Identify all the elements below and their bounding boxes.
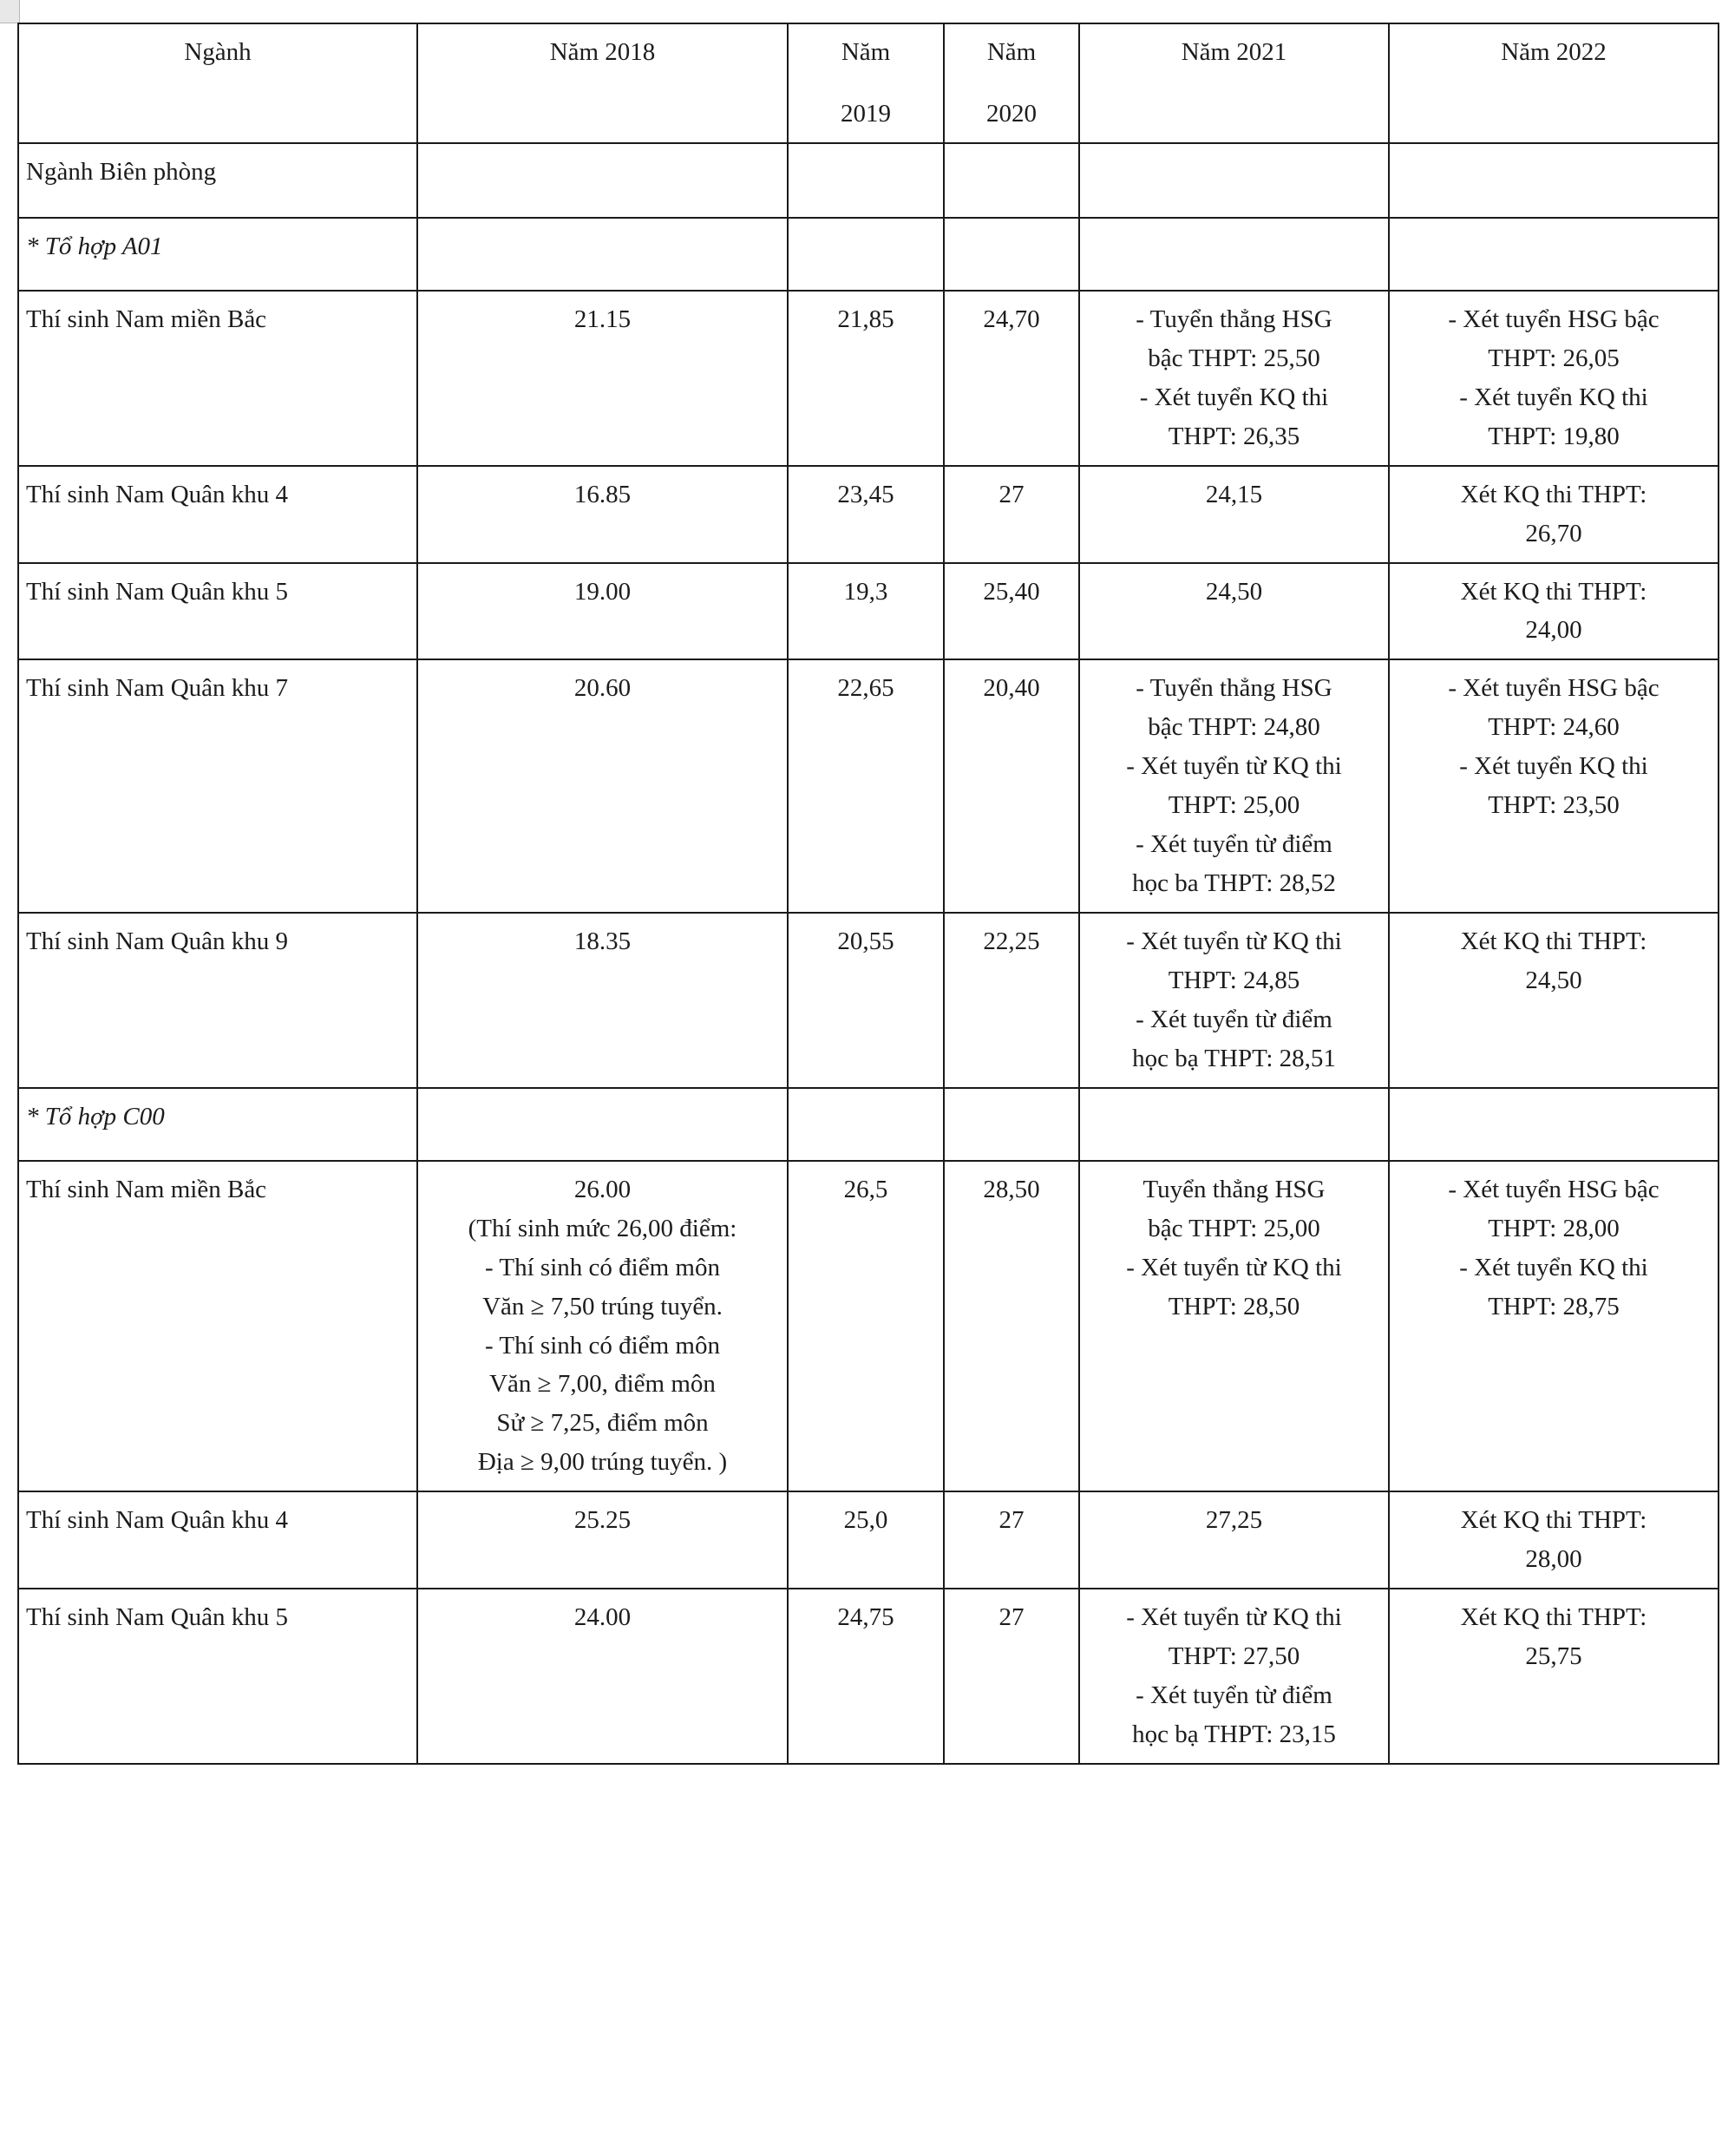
cell-line: 19,3 bbox=[843, 577, 888, 606]
column-header-nam-2018 bbox=[417, 23, 788, 143]
cell-table-row-to-hop-a01-nam-2021 bbox=[1079, 218, 1389, 291]
cell-line: Tuyển thẳng HSG bbox=[1142, 1175, 1326, 1203]
cell-table-row-to-hop-a01-nam-2019 bbox=[788, 218, 944, 291]
cell-table-row-nam-quan-khu-4-c00-nam-2018 bbox=[417, 1491, 788, 1589]
cell-table-row-nam-quan-khu-9-a01-nam-2020 bbox=[944, 913, 1079, 1088]
cell-table-row-nam-quan-khu-5-a01-nam-2020 bbox=[944, 563, 1079, 660]
cell-table-row-nam-quan-khu-5-a01-nam-2021 bbox=[1079, 563, 1389, 660]
cell-table-row-nam-mien-bac-c00-nam-2020 bbox=[944, 1161, 1079, 1492]
cell-line: 26.00 bbox=[573, 1175, 632, 1203]
cell-table-row-nam-quan-khu-5-a01-nam-2022 bbox=[1389, 563, 1719, 660]
cell-line: - Thí sinh có điểm môn bbox=[485, 1253, 720, 1281]
column-header-nganh-line-1: Ngành bbox=[184, 38, 252, 66]
cell-line: - Thí sinh có điểm môn bbox=[485, 1331, 720, 1360]
cell-table-row-nam-quan-khu-5-a01-nam-2019 bbox=[788, 563, 944, 660]
cell-line: 24,00 bbox=[1525, 616, 1582, 645]
cell-line: THPT: 28,50 bbox=[1168, 1292, 1300, 1320]
cell-line: * Tổ hợp C00 bbox=[26, 1102, 165, 1130]
cell-table-row-nam-quan-khu-7-a01-nganh bbox=[18, 659, 417, 913]
cell-line: - Xét tuyển từ điểm bbox=[1136, 1005, 1332, 1033]
cell-line: Thí sinh Nam miền Bắc bbox=[26, 305, 267, 333]
cell-line: 24,50 bbox=[1525, 966, 1582, 994]
cell-table-row-to-hop-c00-nganh bbox=[18, 1088, 417, 1161]
cell-table-row-nam-mien-bac-c00-nganh bbox=[18, 1161, 417, 1492]
cell-line: - Xét tuyển HSG bậc bbox=[1448, 305, 1660, 333]
cell-line: * Tổ hợp A01 bbox=[26, 232, 163, 260]
cell-line: 21.15 bbox=[573, 305, 632, 333]
cell-table-row-nam-quan-khu-4-c00-nganh bbox=[18, 1491, 417, 1589]
cell-line: Sử ≥ 7,25, điểm môn bbox=[496, 1409, 709, 1438]
cell-line: bậc THPT: 25,00 bbox=[1148, 1214, 1320, 1242]
cell-table-row-nam-quan-khu-4-a01-nam-2020 bbox=[944, 466, 1079, 563]
cell-line: - Xét tuyển từ điểm bbox=[1136, 830, 1332, 859]
column-header-nam-2018-line-1: Năm 2018 bbox=[549, 38, 656, 66]
table-row-nganh-bien-phong bbox=[18, 143, 1719, 218]
cell-table-row-to-hop-c00-nam-2021 bbox=[1079, 1088, 1389, 1161]
cell-table-row-nganh-bien-phong-nganh bbox=[18, 143, 417, 218]
cell-table-row-nam-quan-khu-4-c00-nam-2019 bbox=[788, 1491, 944, 1589]
cell-table-row-nam-quan-khu-7-a01-nam-2021 bbox=[1079, 659, 1389, 913]
cell-table-row-to-hop-c00-nam-2018 bbox=[417, 1088, 788, 1161]
header-row bbox=[18, 23, 1719, 143]
cell-line: - Xét tuyển KQ thi bbox=[1459, 1253, 1648, 1281]
cell-line: THPT: 25,00 bbox=[1168, 791, 1300, 820]
admission-score-table bbox=[17, 23, 1719, 1765]
cell-line: học bạ THPT: 28,51 bbox=[1132, 1044, 1336, 1072]
cell-table-row-nam-quan-khu-9-a01-nam-2019 bbox=[788, 913, 944, 1088]
cell-line: 22,25 bbox=[983, 927, 1040, 955]
cell-table-row-nam-quan-khu-9-a01-nam-2018 bbox=[417, 913, 788, 1088]
cell-line: 26,5 bbox=[843, 1175, 888, 1203]
cell-line: THPT: 28,00 bbox=[1488, 1214, 1620, 1242]
cell-line: - Tuyển thẳng HSG bbox=[1136, 674, 1332, 703]
column-header-nam-2021-line-1: Năm 2021 bbox=[1181, 38, 1287, 66]
cell-line: THPT: 26,05 bbox=[1488, 344, 1620, 372]
cell-table-row-nam-quan-khu-4-a01-nam-2022 bbox=[1389, 466, 1719, 563]
cell-line: Thí sinh Nam Quân khu 7 bbox=[26, 674, 289, 703]
cell-line: Ngành Biên phòng bbox=[26, 157, 217, 186]
cell-line: 20,55 bbox=[837, 927, 894, 955]
cell-table-row-nam-quan-khu-9-a01-nam-2022 bbox=[1389, 913, 1719, 1088]
cell-table-row-nam-quan-khu-4-c00-nam-2022 bbox=[1389, 1491, 1719, 1589]
cell-table-row-nam-quan-khu-5-a01-nam-2018 bbox=[417, 563, 788, 660]
cell-line: - Xét tuyển từ KQ thi bbox=[1126, 752, 1342, 781]
cell-line: 27 bbox=[998, 1603, 1025, 1632]
cell-table-row-to-hop-a01-nam-2022 bbox=[1389, 218, 1719, 291]
cell-line: Địa ≥ 9,00 trúng tuyển. ) bbox=[477, 1448, 728, 1477]
cell-table-row-nam-mien-bac-a01-nam-2021 bbox=[1079, 291, 1389, 466]
cell-line: 18.35 bbox=[573, 927, 632, 955]
cell-table-row-nam-quan-khu-5-c00-nam-2020 bbox=[944, 1589, 1079, 1764]
cell-line: THPT: 24,85 bbox=[1168, 966, 1300, 994]
table-row-to-hop-a01 bbox=[18, 218, 1719, 291]
cell-table-row-nam-mien-bac-a01-nam-2019 bbox=[788, 291, 944, 466]
cell-line: - Xét tuyển KQ thi bbox=[1459, 383, 1648, 411]
table-row-nam-mien-bac-a01 bbox=[18, 291, 1719, 466]
table-row-nam-quan-khu-5-a01 bbox=[18, 563, 1719, 660]
cell-table-row-to-hop-c00-nam-2019 bbox=[788, 1088, 944, 1161]
cell-line: 25,0 bbox=[843, 1506, 888, 1535]
cell-line: 24,75 bbox=[837, 1603, 894, 1632]
cell-table-row-nganh-bien-phong-nam-2022 bbox=[1389, 143, 1719, 218]
cell-line: THPT: 28,75 bbox=[1488, 1292, 1620, 1320]
cell-table-row-nam-quan-khu-4-c00-nam-2021 bbox=[1079, 1491, 1389, 1589]
cell-line: Thí sinh Nam Quân khu 5 bbox=[26, 577, 289, 606]
cell-table-row-nam-mien-bac-a01-nam-2020 bbox=[944, 291, 1079, 466]
cell-line: Thí sinh Nam Quân khu 5 bbox=[26, 1603, 289, 1632]
column-header-nam-2021 bbox=[1079, 23, 1389, 143]
cell-table-row-nam-mien-bac-c00-nam-2021 bbox=[1079, 1161, 1389, 1492]
cell-table-row-to-hop-a01-nam-2018 bbox=[417, 218, 788, 291]
column-header-nam-2020-line-2: 2020 bbox=[986, 99, 1037, 128]
cell-line: 27 bbox=[998, 480, 1025, 508]
cell-table-row-to-hop-a01-nam-2020 bbox=[944, 218, 1079, 291]
cell-line: - Xét tuyển từ KQ thi bbox=[1126, 927, 1342, 955]
column-header-nganh bbox=[18, 23, 417, 143]
cell-table-row-nam-quan-khu-5-c00-nganh bbox=[18, 1589, 417, 1764]
cell-table-row-nganh-bien-phong-nam-2018 bbox=[417, 143, 788, 218]
cell-table-row-nam-mien-bac-a01-nam-2022 bbox=[1389, 291, 1719, 466]
cell-line: 21,85 bbox=[837, 305, 894, 333]
cell-line: Xét KQ thi THPT: bbox=[1460, 1603, 1647, 1632]
cell-table-row-nam-quan-khu-7-a01-nam-2022 bbox=[1389, 659, 1719, 913]
cell-line: Thí sinh Nam Quân khu 4 bbox=[26, 480, 289, 508]
cell-table-row-nam-quan-khu-4-c00-nam-2020 bbox=[944, 1491, 1079, 1589]
column-header-nam-2022 bbox=[1389, 23, 1719, 143]
cell-line: 19.00 bbox=[573, 577, 632, 606]
cell-line: 25,40 bbox=[983, 577, 1040, 606]
cell-table-row-nam-mien-bac-c00-nam-2018 bbox=[417, 1161, 788, 1492]
cell-line: Thí sinh Nam miền Bắc bbox=[26, 1175, 267, 1203]
table-row-nam-mien-bac-c00 bbox=[18, 1161, 1719, 1492]
table-header bbox=[18, 23, 1719, 143]
table-body bbox=[18, 143, 1719, 1764]
cell-table-row-nam-quan-khu-7-a01-nam-2019 bbox=[788, 659, 944, 913]
cell-line: 23,45 bbox=[837, 480, 894, 508]
cell-line: THPT: 23,50 bbox=[1488, 791, 1620, 820]
cell-line: Xét KQ thi THPT: bbox=[1460, 577, 1647, 606]
cell-line: - Xét tuyển từ điểm bbox=[1136, 1681, 1332, 1709]
cell-line: (Thí sinh mức 26,00 điểm: bbox=[468, 1214, 737, 1242]
cell-table-row-nam-quan-khu-5-c00-nam-2021 bbox=[1079, 1589, 1389, 1764]
cell-line: 25.25 bbox=[573, 1506, 632, 1535]
column-header-nam-2019-line-1: Năm bbox=[841, 38, 891, 66]
cell-line: Xét KQ thi THPT: bbox=[1460, 1506, 1647, 1535]
cell-line: học ba THPT: 28,52 bbox=[1132, 869, 1336, 898]
cell-table-row-nam-quan-khu-5-c00-nam-2022 bbox=[1389, 1589, 1719, 1764]
cell-table-row-nam-quan-khu-9-a01-nam-2021 bbox=[1079, 913, 1389, 1088]
cell-table-row-nam-mien-bac-c00-nam-2022 bbox=[1389, 1161, 1719, 1492]
cell-table-row-nam-quan-khu-5-c00-nam-2018 bbox=[417, 1589, 788, 1764]
cell-line: 20.60 bbox=[573, 674, 632, 703]
table-row-nam-quan-khu-7-a01 bbox=[18, 659, 1719, 913]
cell-table-row-nam-quan-khu-4-a01-nam-2019 bbox=[788, 466, 944, 563]
cell-line: 28,00 bbox=[1525, 1545, 1582, 1574]
table-row-nam-quan-khu-5-c00 bbox=[18, 1589, 1719, 1764]
cell-line: Xét KQ thi THPT: bbox=[1460, 480, 1647, 508]
cell-table-row-to-hop-a01-nganh bbox=[18, 218, 417, 291]
cell-line: 25,75 bbox=[1525, 1642, 1582, 1671]
cell-line: - Xét tuyển KQ thi bbox=[1139, 383, 1329, 411]
cell-table-row-nam-quan-khu-7-a01-nam-2018 bbox=[417, 659, 788, 913]
cell-table-row-nganh-bien-phong-nam-2021 bbox=[1079, 143, 1389, 218]
cell-line: - Xét tuyển từ KQ thi bbox=[1126, 1603, 1342, 1632]
cell-line: Xét KQ thi THPT: bbox=[1460, 927, 1647, 955]
column-header-nam-2020-line-1: Năm bbox=[986, 38, 1037, 66]
cell-line: Văn ≥ 7,50 trúng tuyển. bbox=[482, 1292, 723, 1320]
cell-line: Thí sinh Nam Quân khu 4 bbox=[26, 1506, 289, 1535]
cell-line: 16.85 bbox=[573, 480, 632, 508]
cell-table-row-nganh-bien-phong-nam-2020 bbox=[944, 143, 1079, 218]
cell-table-row-nam-quan-khu-5-a01-nganh bbox=[18, 563, 417, 660]
cell-line: 26,70 bbox=[1525, 519, 1582, 547]
column-header-nam-2019 bbox=[788, 23, 944, 143]
table-row-nam-quan-khu-4-a01 bbox=[18, 466, 1719, 563]
cell-table-row-to-hop-c00-nam-2020 bbox=[944, 1088, 1079, 1161]
cell-line: 27,25 bbox=[1205, 1506, 1263, 1535]
cell-table-row-nganh-bien-phong-nam-2019 bbox=[788, 143, 944, 218]
cell-line: 24,70 bbox=[983, 305, 1040, 333]
cell-line: học bạ THPT: 23,15 bbox=[1132, 1720, 1336, 1748]
cell-line: 20,40 bbox=[983, 674, 1040, 703]
cell-line: - Xét tuyển KQ thi bbox=[1459, 752, 1648, 781]
cell-line: 24.00 bbox=[573, 1603, 632, 1632]
cell-line: THPT: 26,35 bbox=[1168, 422, 1300, 450]
cell-table-row-nam-mien-bac-c00-nam-2019 bbox=[788, 1161, 944, 1492]
cell-table-row-nam-quan-khu-4-a01-nam-2021 bbox=[1079, 466, 1389, 563]
cell-line: 28,50 bbox=[983, 1175, 1040, 1203]
cell-line: 24,50 bbox=[1205, 577, 1263, 606]
cell-line: - Xét tuyển HSG bậc bbox=[1448, 1175, 1660, 1203]
cell-table-row-nam-quan-khu-9-a01-nganh bbox=[18, 913, 417, 1088]
cell-line: - Xét tuyển từ KQ thi bbox=[1126, 1253, 1342, 1281]
cell-table-row-nam-mien-bac-a01-nam-2018 bbox=[417, 291, 788, 466]
cell-table-row-nam-quan-khu-5-c00-nam-2019 bbox=[788, 1589, 944, 1764]
cell-line: 27 bbox=[998, 1506, 1025, 1535]
cell-table-row-to-hop-c00-nam-2022 bbox=[1389, 1088, 1719, 1161]
cell-line: Văn ≥ 7,00, điểm môn bbox=[489, 1370, 716, 1399]
cell-line: bậc THPT: 24,80 bbox=[1148, 713, 1320, 742]
table-row-to-hop-c00 bbox=[18, 1088, 1719, 1161]
column-header-nam-2020 bbox=[944, 23, 1079, 143]
cell-line: bậc THPT: 25,50 bbox=[1148, 344, 1320, 372]
cell-line: - Tuyển thẳng HSG bbox=[1136, 305, 1332, 333]
table-row-nam-quan-khu-9-a01 bbox=[18, 913, 1719, 1088]
cell-line: 22,65 bbox=[837, 674, 894, 703]
cell-table-row-nam-quan-khu-7-a01-nam-2020 bbox=[944, 659, 1079, 913]
cell-table-row-nam-mien-bac-a01-nganh bbox=[18, 291, 417, 466]
cell-line: Thí sinh Nam Quân khu 9 bbox=[26, 927, 289, 955]
cell-table-row-nam-quan-khu-4-a01-nam-2018 bbox=[417, 466, 788, 563]
column-header-nam-2022-line-1: Năm 2022 bbox=[1501, 38, 1607, 66]
cell-line: THPT: 27,50 bbox=[1168, 1642, 1300, 1671]
cell-line: - Xét tuyển HSG bậc bbox=[1448, 674, 1660, 703]
column-header-nam-2019-line-2: 2019 bbox=[841, 99, 891, 128]
cell-line: 24,15 bbox=[1205, 480, 1263, 508]
cell-line: THPT: 24,60 bbox=[1488, 713, 1620, 742]
cell-table-row-nam-quan-khu-4-a01-nganh bbox=[18, 466, 417, 563]
cell-line: THPT: 19,80 bbox=[1488, 422, 1620, 450]
document-corner-handle bbox=[0, 0, 20, 23]
table-row-nam-quan-khu-4-c00 bbox=[18, 1491, 1719, 1589]
